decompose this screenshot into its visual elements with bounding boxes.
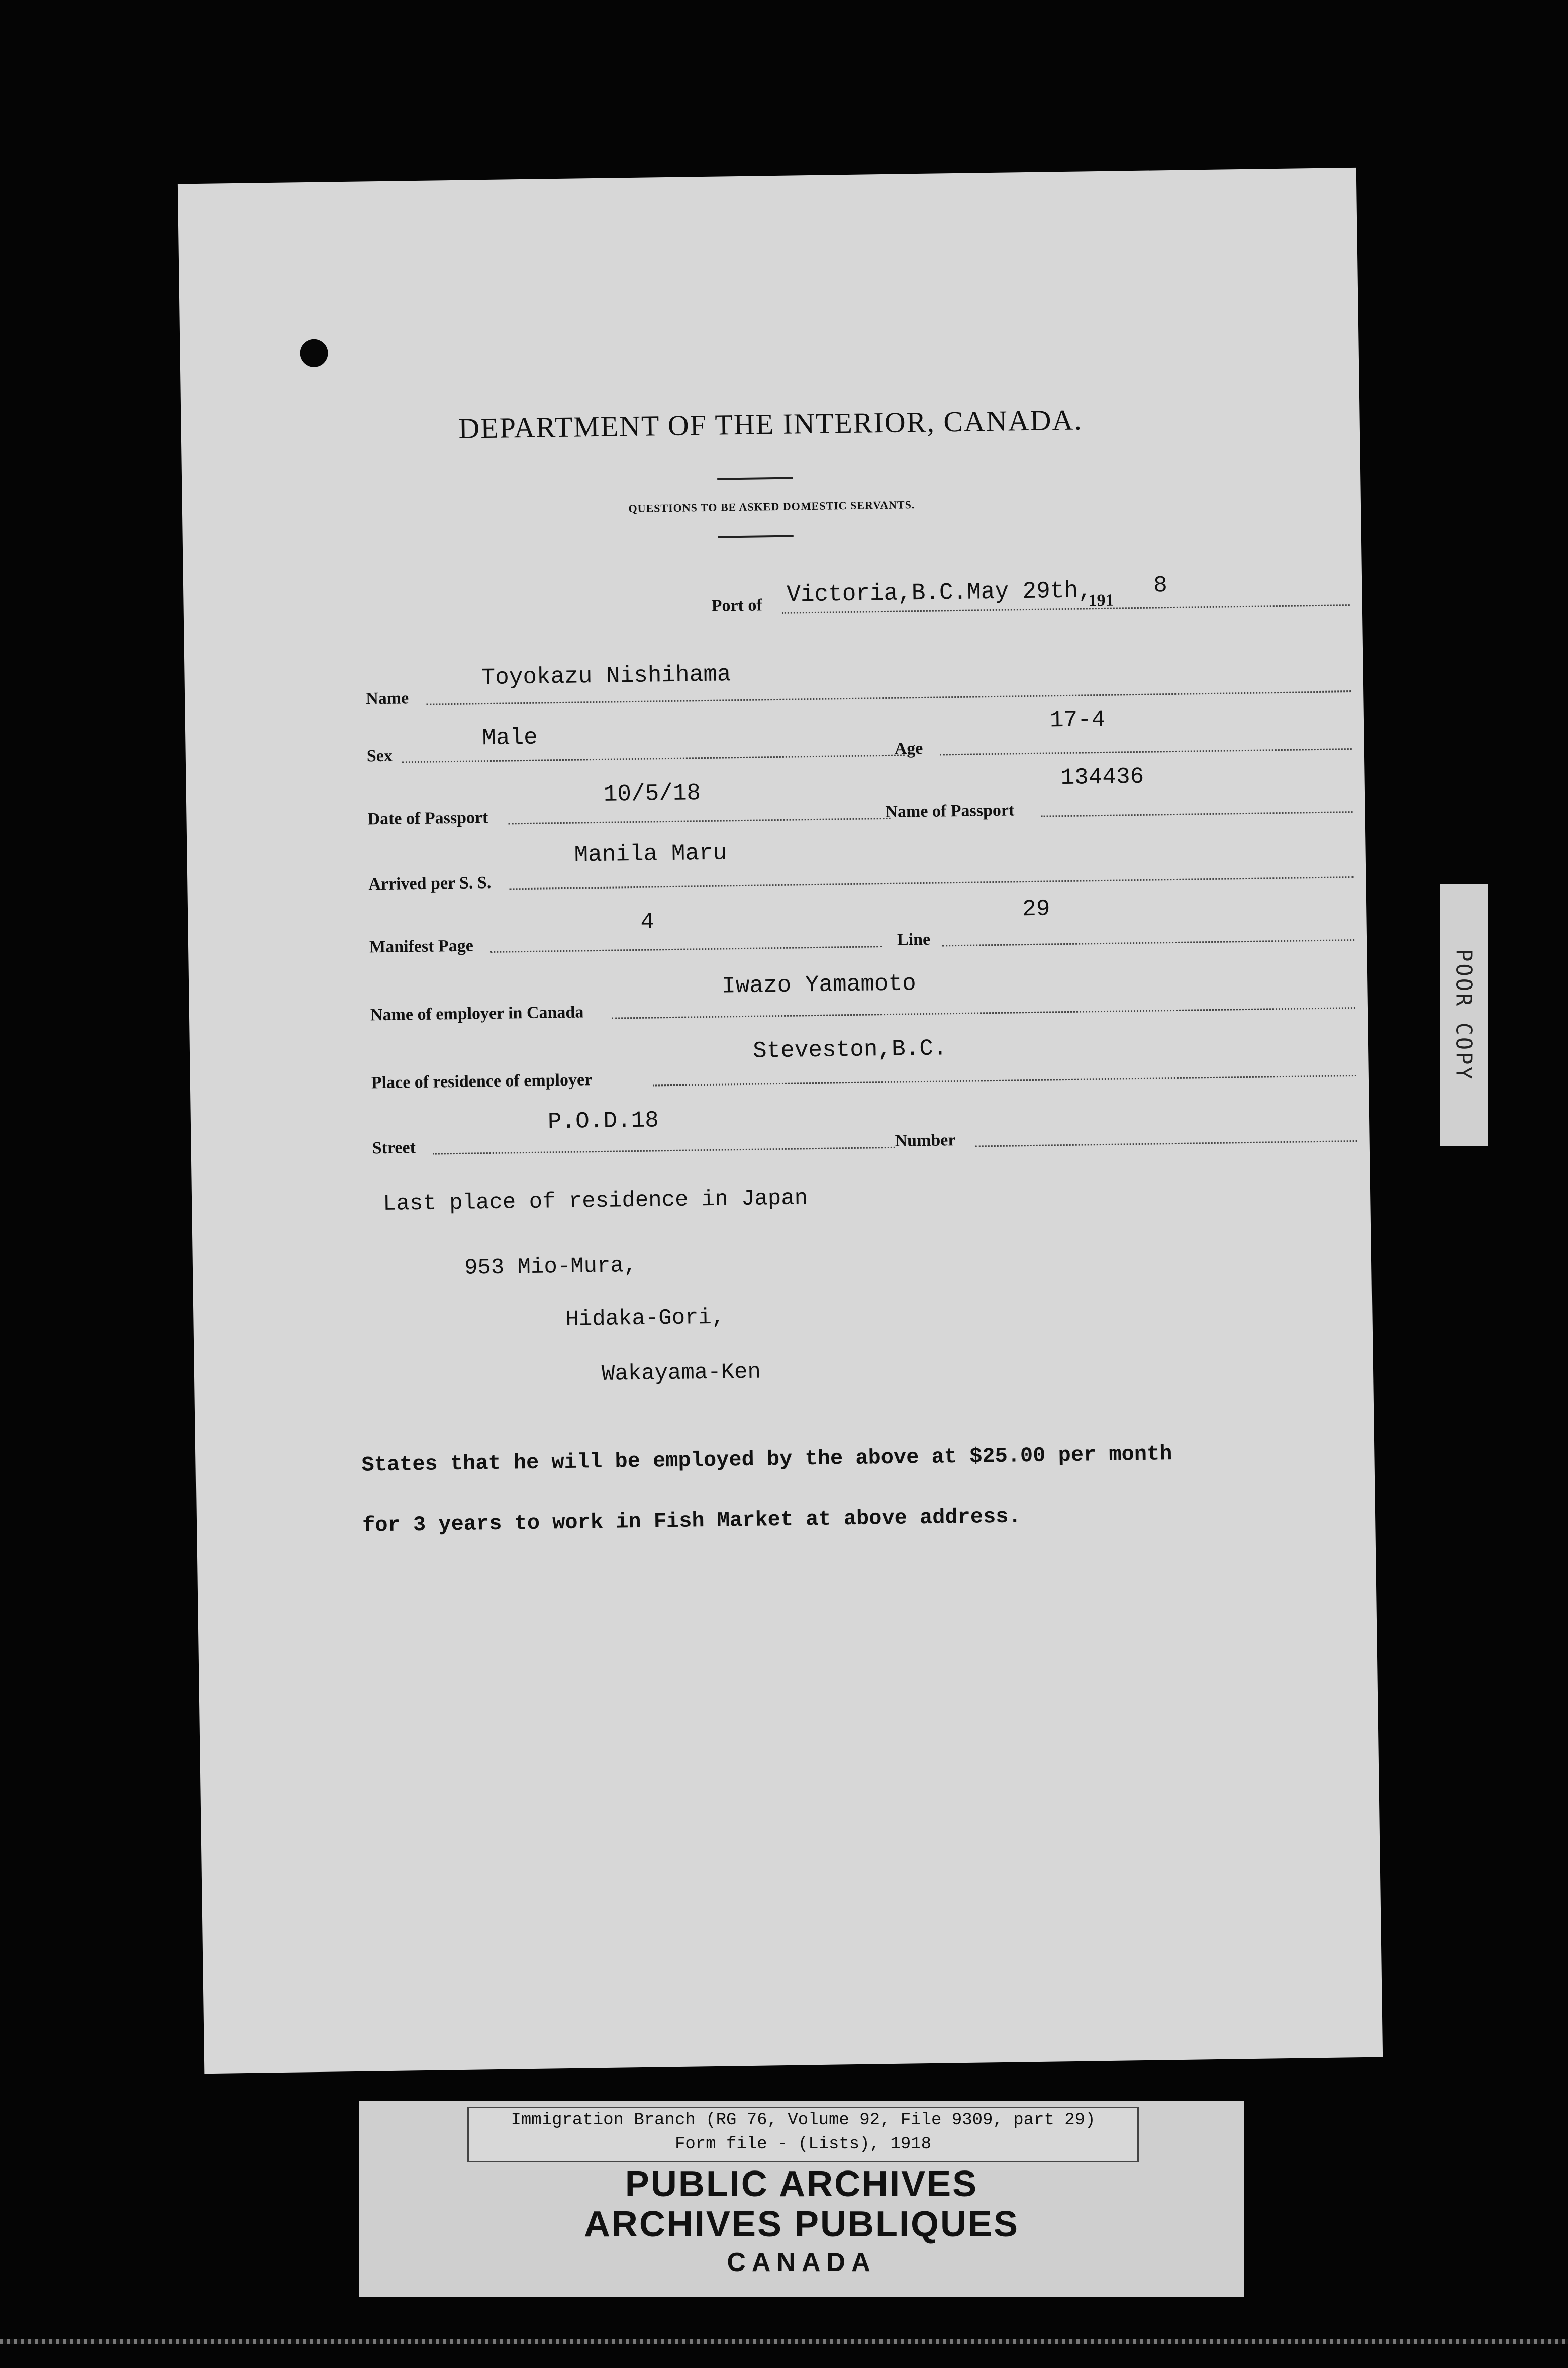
street-field-line — [433, 1147, 895, 1155]
street-value: P.O.D.18 — [547, 1107, 659, 1135]
employment-statement-line: States that he will be employed by the above at $25.00 per month — [361, 1442, 1172, 1477]
employer-residence-value: Steveston,B.C. — [752, 1035, 947, 1064]
age-value: 17-4 — [1049, 706, 1106, 734]
archive-title-en: PUBLIC ARCHIVES — [625, 2164, 978, 2204]
archive-reference-line: Immigration Branch (RG 76, Volume 92, File 9309, part 29) — [511, 2111, 1096, 2130]
last-residence-label: Last place of residence in Japan — [382, 1186, 808, 1217]
age-field-line — [940, 748, 1352, 755]
sex-value: Male — [481, 724, 538, 752]
sex-label: Sex — [366, 746, 393, 766]
last-residence-line: 953 Mio-Mura, — [464, 1253, 637, 1281]
arrived-per-value: Manila Maru — [574, 840, 727, 868]
name-field-line — [426, 690, 1351, 705]
date-of-passport-field-line — [509, 818, 891, 825]
employer-name-value: Iwazo Yamamoto — [721, 970, 917, 1000]
year-prefix: 191 — [1088, 590, 1114, 610]
name-of-passport-label: Name of Passport — [885, 801, 1015, 822]
archive-reference — [467, 2107, 1139, 2162]
age-label: Age — [894, 739, 923, 758]
employment-statement-line: for 3 years to work in Fish Market at above address. — [362, 1504, 1022, 1538]
archive-stamp — [359, 2101, 1244, 2297]
archive-country: CANADA — [727, 2248, 876, 2277]
poor-copy-text: POOR COPY — [1451, 949, 1476, 1081]
divider — [718, 535, 794, 538]
punch-hole — [300, 339, 328, 367]
arrived-per-field-line — [509, 876, 1353, 890]
film-edge — [0, 2339, 1568, 2344]
arrived-per-label: Arrived per S. S. — [368, 873, 492, 894]
manifest-page-value: 4 — [640, 909, 655, 935]
date-of-passport-label: Date of Passport — [367, 808, 488, 829]
port-label: Port of — [711, 596, 762, 615]
line-label: Line — [897, 930, 931, 949]
manifest-page-label: Manifest Page — [369, 936, 474, 957]
name-of-passport-value: 134436 — [1060, 763, 1144, 792]
last-residence-line: Wakayama-Ken — [601, 1359, 761, 1388]
last-residence-line: Hidaka-Gori, — [565, 1305, 725, 1332]
manifest-page-field-line — [490, 946, 882, 953]
date-of-passport-value: 10/5/18 — [603, 780, 701, 808]
form-sheet — [178, 168, 1383, 2074]
employer-residence-field-line — [653, 1075, 1356, 1087]
street-label: Street — [372, 1138, 416, 1158]
number-label: Number — [895, 1131, 956, 1150]
archive-reference-line: Form file - (Lists), 1918 — [674, 2135, 932, 2154]
employer-residence-label: Place of residence of employer — [371, 1070, 593, 1093]
year-suffix: 8 — [1153, 572, 1168, 599]
poor-copy-label — [1440, 884, 1488, 1146]
port-value: Victoria,B.C.May 29th, — [787, 577, 1093, 608]
name-value: Toyokazu Nishihama — [481, 661, 731, 692]
employer-name-field-line — [612, 1007, 1355, 1019]
employer-name-label: Name of employer in Canada — [370, 1003, 584, 1025]
name-label: Name — [365, 688, 409, 708]
divider — [717, 477, 793, 480]
sex-field-line — [402, 754, 905, 763]
form-heading: DEPARTMENT OF THE INTERIOR, CANADA. — [458, 403, 1083, 445]
number-field-line — [975, 1140, 1357, 1147]
line-value: 29 — [1022, 896, 1050, 923]
archive-title-fr: ARCHIVES PUBLIQUES — [583, 2204, 1020, 2244]
line-field-line — [942, 939, 1354, 946]
name-of-passport-field-line — [1041, 811, 1353, 817]
form-subheading: QUESTIONS TO BE ASKED DOMESTIC SERVANTS. — [628, 498, 915, 515]
